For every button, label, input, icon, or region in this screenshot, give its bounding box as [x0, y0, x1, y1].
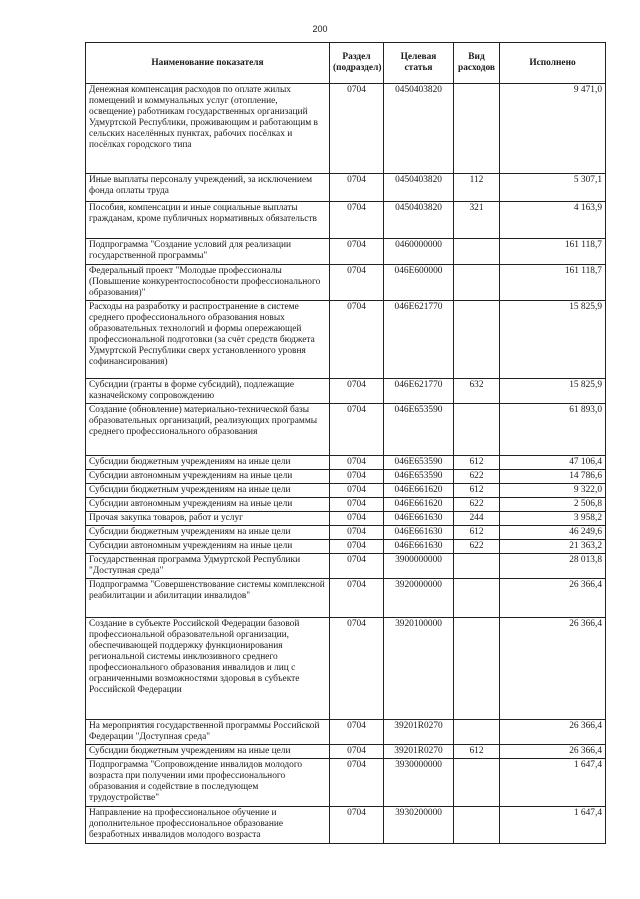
cell-section: 0704: [330, 174, 384, 202]
cell-target: 0450403820: [384, 84, 454, 174]
cell-executed: 161 118,7: [500, 265, 606, 301]
cell-name: Подпрограмма "Сопровождение инвалидов молодого возраста при получении ими профессионального образования и содействие в последующем трудоустройстве": [86, 759, 330, 807]
table-row: [86, 759, 606, 807]
header-section: Раздел (подраздел): [330, 43, 384, 84]
table-row: [86, 540, 606, 554]
cell-type: [454, 579, 500, 618]
header-name: Наименование показателя: [86, 43, 330, 84]
table-row: [86, 618, 606, 720]
table-row: [86, 526, 606, 540]
cell-section: 0704: [330, 759, 384, 807]
table-row: [86, 265, 606, 301]
cell-executed: 15 825,9: [500, 301, 606, 379]
cell-target: 3930000000: [384, 759, 454, 807]
cell-name: Иные выплаты персоналу учреждений, за исключением фонда оплаты труда: [86, 174, 330, 202]
table-row: [86, 202, 606, 239]
table-row: [86, 720, 606, 745]
cell-section: 0704: [330, 512, 384, 526]
cell-section: 0704: [330, 404, 384, 456]
cell-name: Субсидии автономным учреждениям на иные цели: [86, 540, 330, 554]
cell-section: 0704: [330, 239, 384, 265]
cell-section: 0704: [330, 470, 384, 484]
cell-name: Субсидии бюджетным учреждениям на иные цели: [86, 526, 330, 540]
cell-target: 046E621770: [384, 301, 454, 379]
cell-target: 046E661630: [384, 540, 454, 554]
table-row: [86, 498, 606, 512]
cell-name: Подпрограмма "Совершенствование системы комплексной реабилитации и абилитации инвалидов": [86, 579, 330, 618]
table-row: [86, 456, 606, 470]
cell-name: Расходы на разработку и распространение в системе среднего профессионального образования новых образовательных технологий и формы опережающей профессиональной подготовки (за счёт средств бюджета Удмуртской Республики сверх установленного уровня софинансирования): [86, 301, 330, 379]
cell-name: Прочая закупка товаров, работ и услуг: [86, 512, 330, 526]
cell-target: 39201R0270: [384, 745, 454, 759]
cell-type: 612: [454, 456, 500, 470]
cell-executed: 15 825,9: [500, 379, 606, 404]
cell-section: 0704: [330, 720, 384, 745]
cell-target: 046E661620: [384, 484, 454, 498]
cell-executed: 26 366,4: [500, 720, 606, 745]
cell-name: Субсидии автономным учреждениям на иные цели: [86, 498, 330, 512]
cell-type: [454, 404, 500, 456]
cell-section: 0704: [330, 618, 384, 720]
cell-name: Пособия, компенсации и иные социальные выплаты гражданам, кроме публичных нормативных обязательств: [86, 202, 330, 239]
cell-target: 046E653590: [384, 456, 454, 470]
cell-executed: 9 322,0: [500, 484, 606, 498]
cell-name: Субсидии (гранты в форме субсидий), подлежащие казначейскому сопровождению: [86, 379, 330, 404]
cell-section: 0704: [330, 456, 384, 470]
cell-section: 0704: [330, 526, 384, 540]
cell-executed: 3 958,2: [500, 512, 606, 526]
cell-name: Подпрограмма "Создание условий для реализации государственной программы": [86, 239, 330, 265]
table-row: [86, 470, 606, 484]
cell-name: Субсидии бюджетным учреждениям на иные цели: [86, 484, 330, 498]
table-row: [86, 579, 606, 618]
cell-name: Создание в субъекте Российской Федерации базовой профессиональной образовательной организации, обеспечивающей поддержку функционирования региональной системы инклюзивного среднего профессионального образования инвалидов и лиц с ограниченными возможностями здоровья в субъекте Российской Федерации: [86, 618, 330, 720]
cell-target: 3900000000: [384, 554, 454, 579]
cell-type: [454, 759, 500, 807]
cell-type: 112: [454, 174, 500, 202]
cell-section: 0704: [330, 579, 384, 618]
cell-target: 046E661620: [384, 498, 454, 512]
cell-executed: 161 118,7: [500, 239, 606, 265]
cell-name: На мероприятия государственной программы Российской Федерации "Доступная среда": [86, 720, 330, 745]
table-row: [86, 84, 606, 174]
cell-name: Субсидии автономным учреждениям на иные цели: [86, 470, 330, 484]
table-header-row: [86, 43, 606, 84]
table-row: [86, 174, 606, 202]
cell-target: 3930200000: [384, 807, 454, 844]
cell-section: 0704: [330, 807, 384, 844]
table-row: [86, 554, 606, 579]
cell-section: 0704: [330, 484, 384, 498]
cell-executed: 21 363,2: [500, 540, 606, 554]
cell-executed: 9 471,0: [500, 84, 606, 174]
cell-section: 0704: [330, 379, 384, 404]
cell-name: Федеральный проект "Молодые профессионалы (Повышение конкурентоспособности профессионального образования)": [86, 265, 330, 301]
cell-section: 0704: [330, 84, 384, 174]
cell-executed: 61 893,0: [500, 404, 606, 456]
cell-type: 612: [454, 745, 500, 759]
cell-target: 046E653590: [384, 470, 454, 484]
cell-executed: 26 366,4: [500, 579, 606, 618]
cell-type: [454, 84, 500, 174]
cell-executed: 26 366,4: [500, 618, 606, 720]
table-row: [86, 404, 606, 456]
table-row: [86, 512, 606, 526]
cell-target: 3920000000: [384, 579, 454, 618]
cell-type: 622: [454, 498, 500, 512]
cell-executed: 47 106,4: [500, 456, 606, 470]
cell-target: 39201R0270: [384, 720, 454, 745]
cell-name: Создание (обновление) материально-технической базы образовательных организаций, реализующих программы среднего профессионального образования: [86, 404, 330, 456]
cell-section: 0704: [330, 498, 384, 512]
cell-name: Субсидии бюджетным учреждениям на иные цели: [86, 456, 330, 470]
table-row: [86, 807, 606, 844]
cell-section: 0704: [330, 745, 384, 759]
cell-target: 0460000000: [384, 239, 454, 265]
table-row: [86, 379, 606, 404]
cell-type: [454, 807, 500, 844]
cell-executed: 46 249,6: [500, 526, 606, 540]
cell-target: 0450403820: [384, 174, 454, 202]
cell-executed: 28 013,8: [500, 554, 606, 579]
cell-executed: 2 506,8: [500, 498, 606, 512]
header-type: Вид расходов: [454, 43, 500, 84]
table-row: [86, 301, 606, 379]
cell-type: [454, 239, 500, 265]
table-row: [86, 239, 606, 265]
cell-executed: 26 366,4: [500, 745, 606, 759]
cell-target: 046E653590: [384, 404, 454, 456]
table-row: [86, 484, 606, 498]
page-number: 200: [312, 24, 328, 34]
cell-executed: 1 647,4: [500, 807, 606, 844]
cell-executed: 1 647,4: [500, 759, 606, 807]
cell-type: 244: [454, 512, 500, 526]
cell-target: 3920100000: [384, 618, 454, 720]
cell-type: 622: [454, 470, 500, 484]
cell-type: 632: [454, 379, 500, 404]
cell-target: 046E661630: [384, 526, 454, 540]
cell-type: [454, 265, 500, 301]
cell-section: 0704: [330, 202, 384, 239]
cell-section: 0704: [330, 540, 384, 554]
cell-type: 612: [454, 526, 500, 540]
cell-target: 046E661630: [384, 512, 454, 526]
header-target: Целевая статья: [384, 43, 454, 84]
cell-type: [454, 301, 500, 379]
cell-type: 612: [454, 484, 500, 498]
cell-target: 0450403820: [384, 202, 454, 239]
header-executed: Исполнено: [500, 43, 606, 84]
cell-target: 046E600000: [384, 265, 454, 301]
cell-target: 046E621770: [384, 379, 454, 404]
cell-type: 321: [454, 202, 500, 239]
cell-name: Направление на профессиональное обучение и дополнительное профессиональное образование безработных инвалидов молодого возраста: [86, 807, 330, 844]
cell-name: Субсидии бюджетным учреждениям на иные цели: [86, 745, 330, 759]
expenditure-table: [85, 42, 606, 844]
cell-type: [454, 554, 500, 579]
table-row: [86, 745, 606, 759]
cell-section: 0704: [330, 265, 384, 301]
cell-name: Денежная компенсация расходов по оплате жилых помещений и коммунальных услуг (отопление, освещение) работникам государственных организаций Удмуртской Республики, проживающим и работающим в сельских населённых пунктах, рабочих посёлках и посёлках городского типа: [86, 84, 330, 174]
cell-executed: 4 163,9: [500, 202, 606, 239]
cell-executed: 5 307,1: [500, 174, 606, 202]
cell-name: Государственная программа Удмуртской Республики "Доступная среда": [86, 554, 330, 579]
cell-section: 0704: [330, 554, 384, 579]
cell-type: 622: [454, 540, 500, 554]
cell-type: [454, 618, 500, 720]
cell-type: [454, 720, 500, 745]
cell-section: 0704: [330, 301, 384, 379]
cell-executed: 14 786,6: [500, 470, 606, 484]
